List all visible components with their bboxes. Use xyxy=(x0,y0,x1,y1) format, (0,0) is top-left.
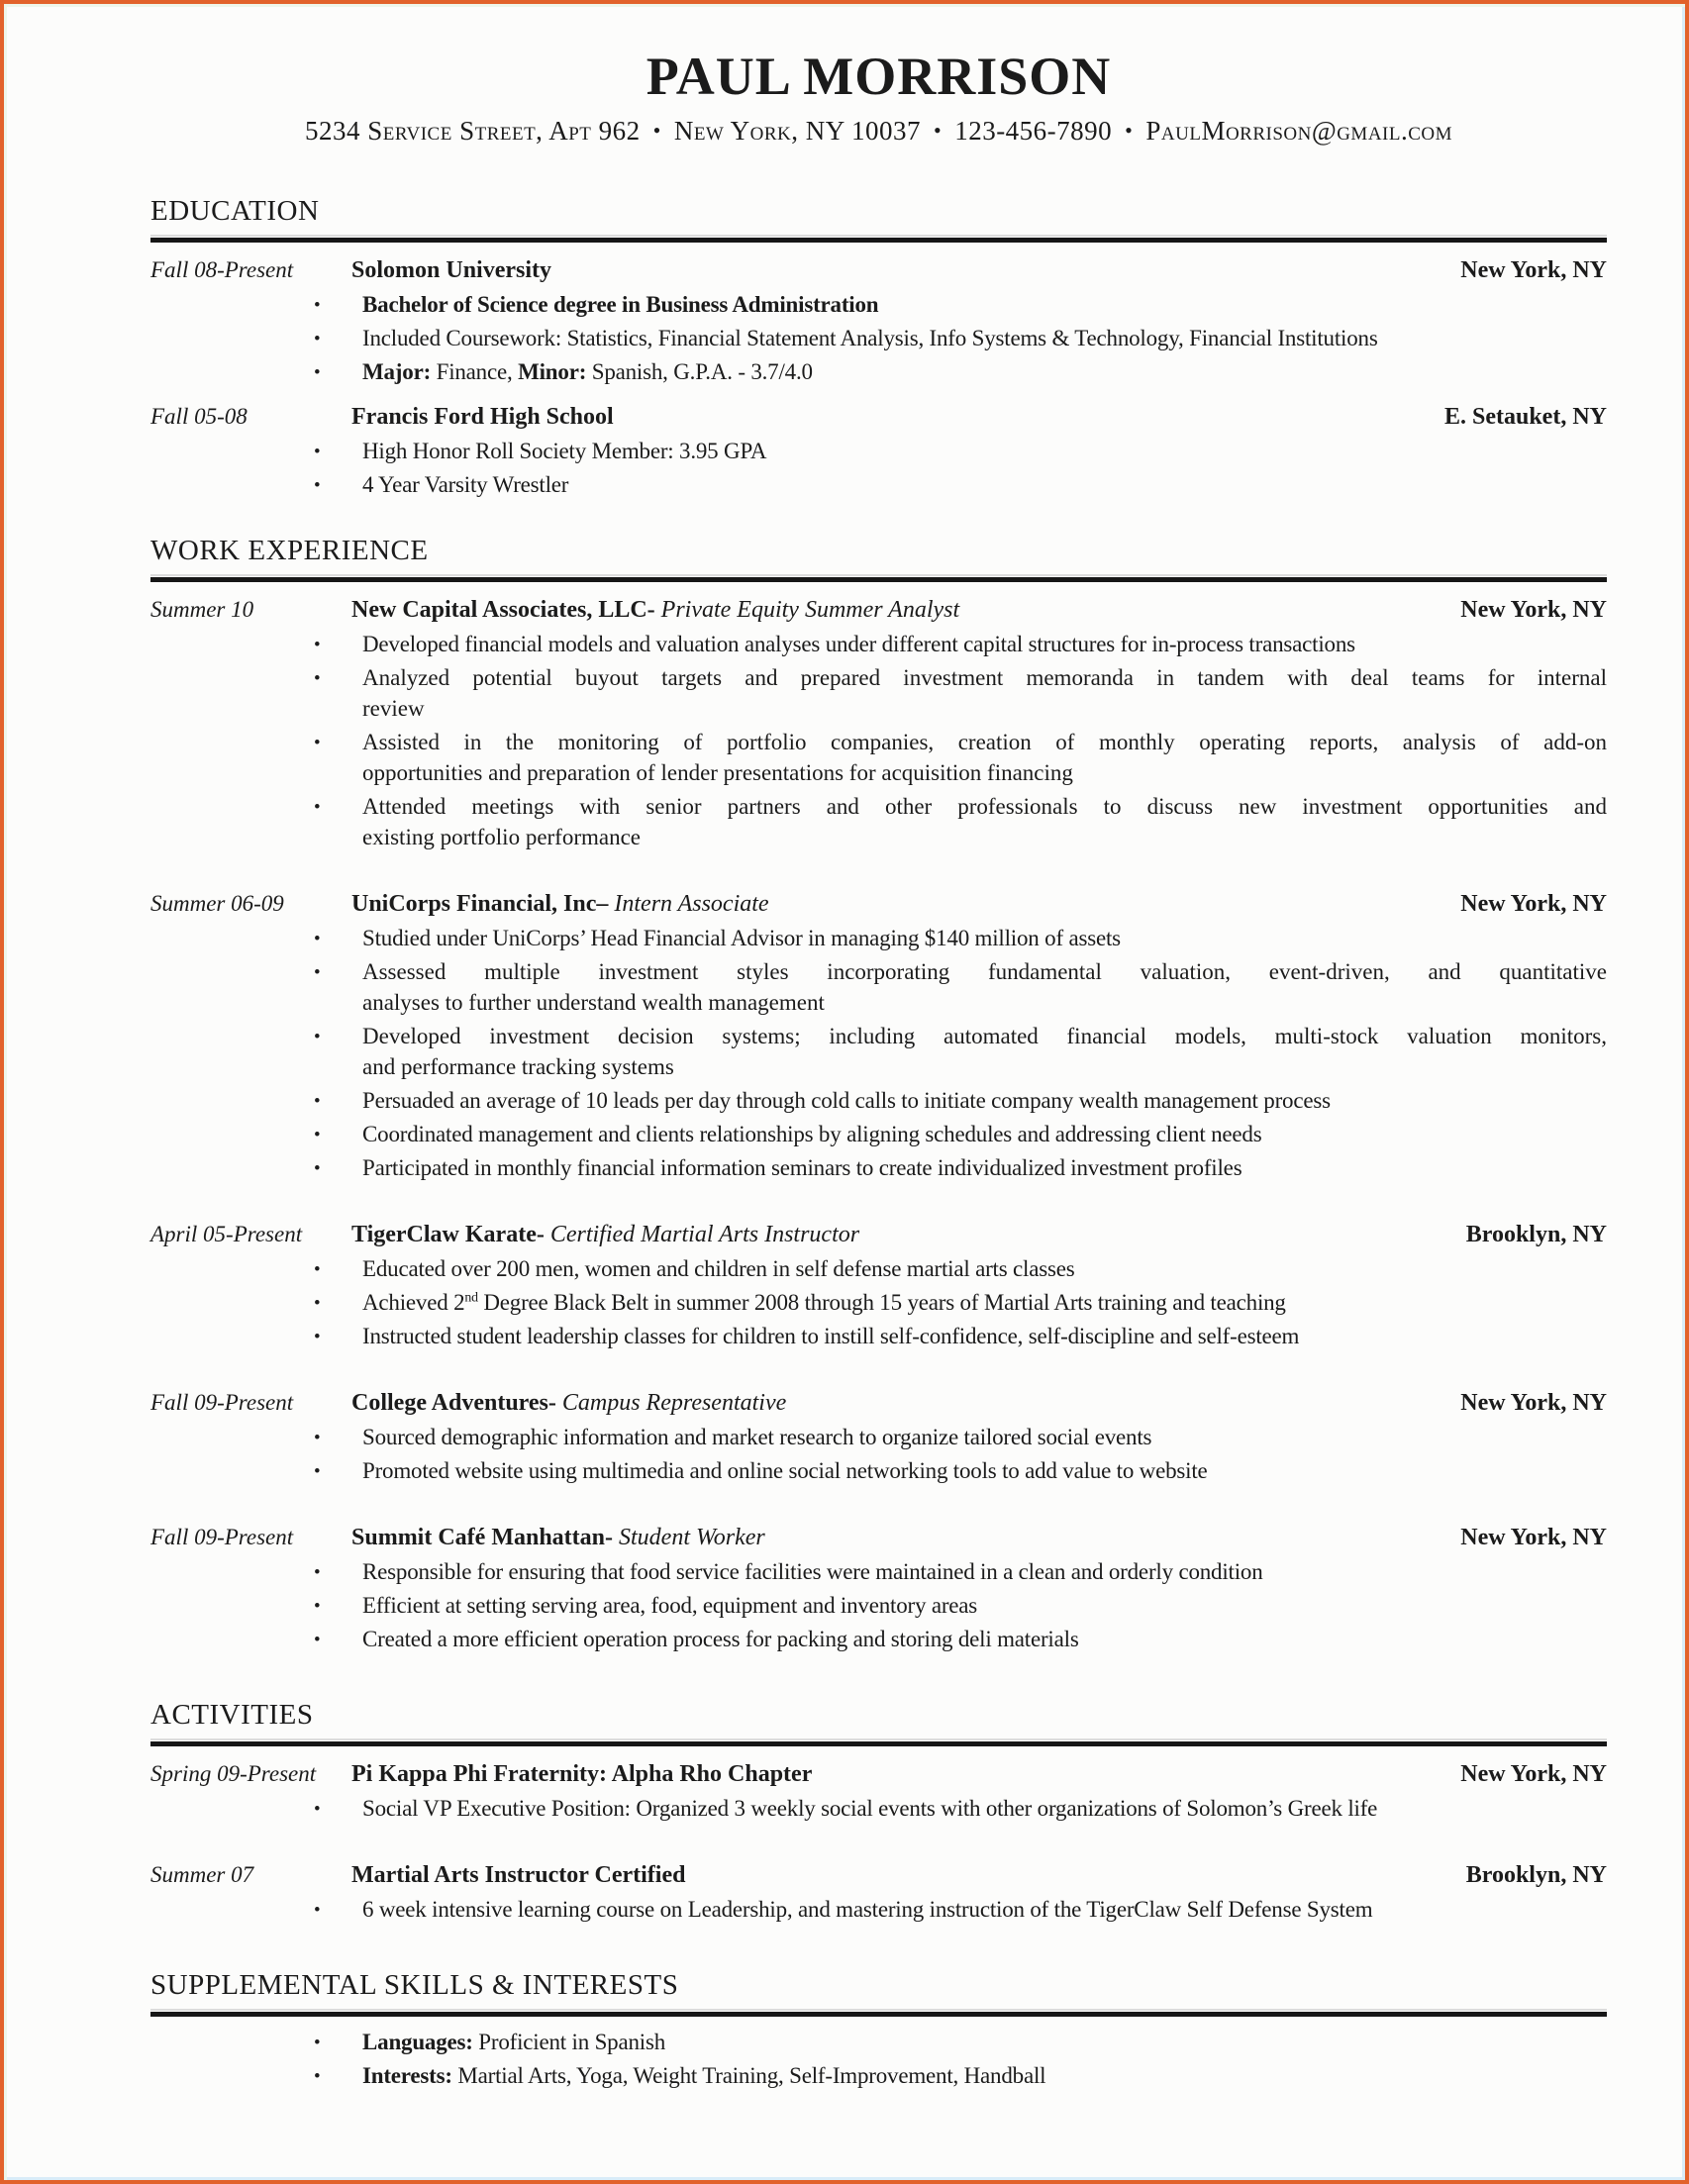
company-name: College Adventures- xyxy=(351,1390,556,1416)
entry-header xyxy=(150,1758,1607,1790)
interests-label: Interests: xyxy=(362,2063,452,2088)
entry-title xyxy=(351,401,1444,433)
languages-label: Languages: xyxy=(362,2030,473,2054)
entry-title xyxy=(351,1758,1460,1790)
job-role: Certified Martial Arts Instructor xyxy=(549,1222,860,1247)
education-entry xyxy=(150,254,1607,387)
entry-date: April 05-Present xyxy=(150,1222,303,1246)
work-section xyxy=(150,532,1607,1654)
languages-value: Proficient in Spanish xyxy=(472,2030,666,2054)
bullet-item xyxy=(150,1455,1607,1486)
bullet-item xyxy=(150,356,1607,387)
bullet-text: • Analyzed potential buyout targets and prepared investment memoranda in tandem with deal teams for internal xyxy=(362,665,1607,690)
activities-heading: ACTIVITIES xyxy=(150,1699,314,1731)
section-rule xyxy=(150,1741,1607,1746)
bullet-item xyxy=(150,323,1607,353)
bullet-text: existing portfolio performance xyxy=(362,825,642,849)
bullet-text: Responsible for ensuring that food service facilities were maintained in a clean and orderly condition xyxy=(362,1559,1263,1584)
company-name: Summit Café Manhattan- xyxy=(351,1525,613,1550)
bullet-item xyxy=(150,1590,1607,1621)
entry-date: Fall 08-Present xyxy=(150,257,294,282)
minor-label: Minor: xyxy=(518,359,587,384)
bullet-text: Sourced demographic information and market research to organize tailored social events xyxy=(362,1425,1152,1449)
skills-section xyxy=(150,1966,1607,2091)
entry-location: New York, NY xyxy=(1460,257,1607,283)
bullet-item xyxy=(150,289,1607,320)
bullet-text: Instructed student leadership classes for children to instill self-confidence, self-discipline and self-esteem xyxy=(362,1324,1300,1348)
organization-name: Pi Kappa Phi Fraternity: Alpha Rho Chapter xyxy=(351,1761,813,1787)
entry-header xyxy=(150,254,1607,286)
entry-location: New York, NY xyxy=(1460,1761,1607,1787)
education-heading: EDUCATION xyxy=(150,195,320,227)
bullet-item xyxy=(150,1021,1607,1082)
bullet-item xyxy=(150,727,1607,788)
bullet-text: 6 week intensive learning course on Leadership, and mastering instruction of the TigerClaw Self Defense System xyxy=(362,1897,1373,1922)
bullet-item xyxy=(150,1287,1607,1318)
bullet-item xyxy=(150,1085,1607,1116)
bullet-text: Studied under UniCorps’ Head Financial Advisor in managing $140 million of assets xyxy=(362,926,1121,950)
bullet-text: analyses to further understand wealth management xyxy=(362,990,825,1015)
bullet-item xyxy=(150,1119,1607,1149)
bullet-item xyxy=(150,469,1607,500)
degree-text: Bachelor of Science degree in Business Administration xyxy=(362,292,879,317)
entry-date: Summer 06-09 xyxy=(150,891,284,916)
bullet-text: opportunities and preparation of lender presentations for acquisition financing xyxy=(362,760,1073,785)
bullet-text: • Developed investment decision systems; including automated financial models, multi-stock valuation monitors, xyxy=(362,1024,1607,1048)
entry-header xyxy=(150,401,1607,433)
bullet-text: Promoted website using multimedia and online social networking tools to add value to website xyxy=(362,1458,1208,1483)
company-name: UniCorps Financial, Inc– xyxy=(351,891,609,917)
entry-date: Fall 09-Present xyxy=(150,1525,294,1549)
bullet-item xyxy=(150,1253,1607,1284)
bullet-item xyxy=(150,1152,1607,1183)
entry-header xyxy=(150,1859,1607,1891)
bullet-item xyxy=(150,1556,1607,1587)
education-entry xyxy=(150,401,1607,500)
education-section xyxy=(150,192,1607,500)
work-entry xyxy=(150,1219,1607,1351)
bullet-text: Efficient at setting serving area, food, equipment and inventory areas xyxy=(362,1593,978,1618)
skills-heading: SUPPLEMENTAL SKILLS & INTERESTS xyxy=(150,1969,679,2001)
contact-email: PaulMorrison@gmail.com xyxy=(1145,116,1453,146)
entry-title xyxy=(351,1522,1460,1553)
bullet-text: Created a more efficient operation process for packing and storing deli materials xyxy=(362,1627,1079,1651)
entry-header xyxy=(150,1219,1607,1250)
bullet-text: High Honor Roll Society Member: 3.95 GPA xyxy=(362,439,767,463)
entry-title xyxy=(351,1387,1460,1419)
company-name: New Capital Associates, LLC- xyxy=(351,597,655,623)
entry-location: Brooklyn, NY xyxy=(1465,1222,1607,1247)
entry-date: Fall 05-08 xyxy=(150,404,248,429)
work-entry xyxy=(150,1522,1607,1654)
contact-phone: 123-456-7890 xyxy=(954,116,1113,146)
entry-location: New York, NY xyxy=(1460,1390,1607,1416)
section-rule-shadow xyxy=(150,1738,1607,1740)
entry-title xyxy=(351,1219,1466,1250)
certification-name: Martial Arts Instructor Certified xyxy=(351,1862,686,1888)
bullet-text: • Attended meetings with senior partners and other professionals to discuss new investment opportunities and xyxy=(362,794,1607,819)
entry-title xyxy=(351,254,1460,286)
contact-line xyxy=(150,115,1607,147)
major-value: Finance, xyxy=(431,359,519,384)
bullet-text: Coordinated management and clients relationships by aligning schedules and addressing client needs xyxy=(362,1122,1262,1146)
entry-date: Fall 09-Present xyxy=(150,1390,294,1415)
bullet-text: Social VP Executive Position: Organized 3 weekly social events with other organizations of Solomon’s Greek life xyxy=(362,1796,1378,1821)
entry-title xyxy=(351,594,1460,626)
section-rule xyxy=(150,577,1607,582)
school-name: Solomon University xyxy=(351,257,552,283)
person-name: PAUL MORRISON xyxy=(646,47,1112,106)
company-name: TigerClaw Karate- xyxy=(351,1222,545,1247)
work-entry xyxy=(150,594,1607,852)
bullet-separator: • xyxy=(933,118,943,143)
bullet-item xyxy=(150,1624,1607,1654)
bullet-text: Achieved 2 xyxy=(362,1290,465,1315)
section-rule-shadow xyxy=(150,2009,1607,2011)
work-heading: WORK EXPERIENCE xyxy=(150,535,429,566)
entry-date: Summer 07 xyxy=(150,1862,254,1887)
bullet-text: Developed financial models and valuation analyses under different capital structures for in-process transactions xyxy=(362,632,1355,656)
bullet-separator: • xyxy=(652,118,661,143)
bullet-item xyxy=(150,662,1607,724)
entry-title xyxy=(351,1859,1466,1891)
entry-location: New York, NY xyxy=(1460,1525,1607,1550)
entry-location: E. Setauket, NY xyxy=(1443,404,1607,430)
bullet-text: 4 Year Varsity Wrestler xyxy=(362,472,569,497)
bullet-item xyxy=(150,791,1607,852)
job-role: Private Equity Summer Analyst xyxy=(660,597,960,623)
bullet-item xyxy=(150,436,1607,466)
section-rule-shadow xyxy=(150,235,1607,237)
entry-location: Brooklyn, NY xyxy=(1465,1862,1607,1888)
entry-title xyxy=(351,888,1460,920)
major-label: Major: xyxy=(362,359,432,384)
bullet-text: review xyxy=(362,696,425,721)
bullet-item xyxy=(150,2027,1607,2057)
job-role: Campus Representative xyxy=(561,1390,787,1416)
bullet-item xyxy=(150,2060,1607,2091)
bullet-text: • Assisted in the monitoring of portfolio companies, creation of monthly operating reports, analysis of add-on xyxy=(362,730,1607,754)
bullet-text: • Assessed multiple investment styles incorporating fundamental valuation, event-driven, and quantitative xyxy=(362,959,1607,984)
bullet-item xyxy=(150,1321,1607,1351)
entry-header xyxy=(150,888,1607,920)
school-name: Francis Ford High School xyxy=(351,404,614,430)
activities-section xyxy=(150,1696,1607,1925)
bullet-text: Degree Black Belt in summer 2008 through 15 years of Martial Arts training and teaching xyxy=(477,1290,1286,1315)
entry-date: Summer 10 xyxy=(150,597,254,622)
bullet-item xyxy=(150,1422,1607,1452)
section-rule-shadow xyxy=(150,574,1607,576)
bullet-text: and performance tracking systems xyxy=(362,1054,674,1079)
job-role: Student Worker xyxy=(619,1525,765,1550)
entry-header xyxy=(150,1522,1607,1553)
skills-list xyxy=(150,2027,1607,2091)
activity-entry xyxy=(150,1758,1607,1824)
minor-value: Spanish, G.P.A. - 3.7/4.0 xyxy=(586,359,813,384)
activity-entry xyxy=(150,1859,1607,1925)
entry-date: Spring 09-Present xyxy=(150,1761,317,1786)
bullet-item xyxy=(150,923,1607,953)
bullet-text: Persuaded an average of 10 leads per day through cold calls to initiate company wealth management process xyxy=(362,1088,1331,1113)
bullet-item xyxy=(150,629,1607,659)
superscript-text: nd xyxy=(464,1289,478,1305)
work-entry xyxy=(150,888,1607,1183)
entry-location: New York, NY xyxy=(1460,597,1607,623)
bullet-text: Participated in monthly financial information seminars to create individualized investment profiles xyxy=(362,1155,1242,1180)
bullet-item xyxy=(150,956,1607,1018)
entry-header xyxy=(150,594,1607,626)
job-role: Intern Associate xyxy=(614,891,769,917)
bullet-text: Educated over 200 men, women and children in self defense martial arts classes xyxy=(362,1256,1075,1281)
entry-header xyxy=(150,1387,1607,1419)
coursework-text: Included Coursework: Statistics, Financial Statement Analysis, Info Systems & Technology, Financial Institutions xyxy=(362,326,1378,350)
bullet-separator: • xyxy=(1125,118,1134,143)
work-entry xyxy=(150,1387,1607,1486)
contact-city: New York, NY 10037 xyxy=(673,116,921,146)
bullet-item xyxy=(150,1793,1607,1824)
section-rule xyxy=(150,2012,1607,2017)
contact-address: 5234 Service Street, Apt 962 xyxy=(304,116,641,146)
entry-location: New York, NY xyxy=(1460,891,1607,917)
section-rule xyxy=(150,238,1607,243)
interests-value: Martial Arts, Yoga, Weight Training, Self-Improvement, Handball xyxy=(451,2063,1046,2088)
bullet-item xyxy=(150,1894,1607,1925)
